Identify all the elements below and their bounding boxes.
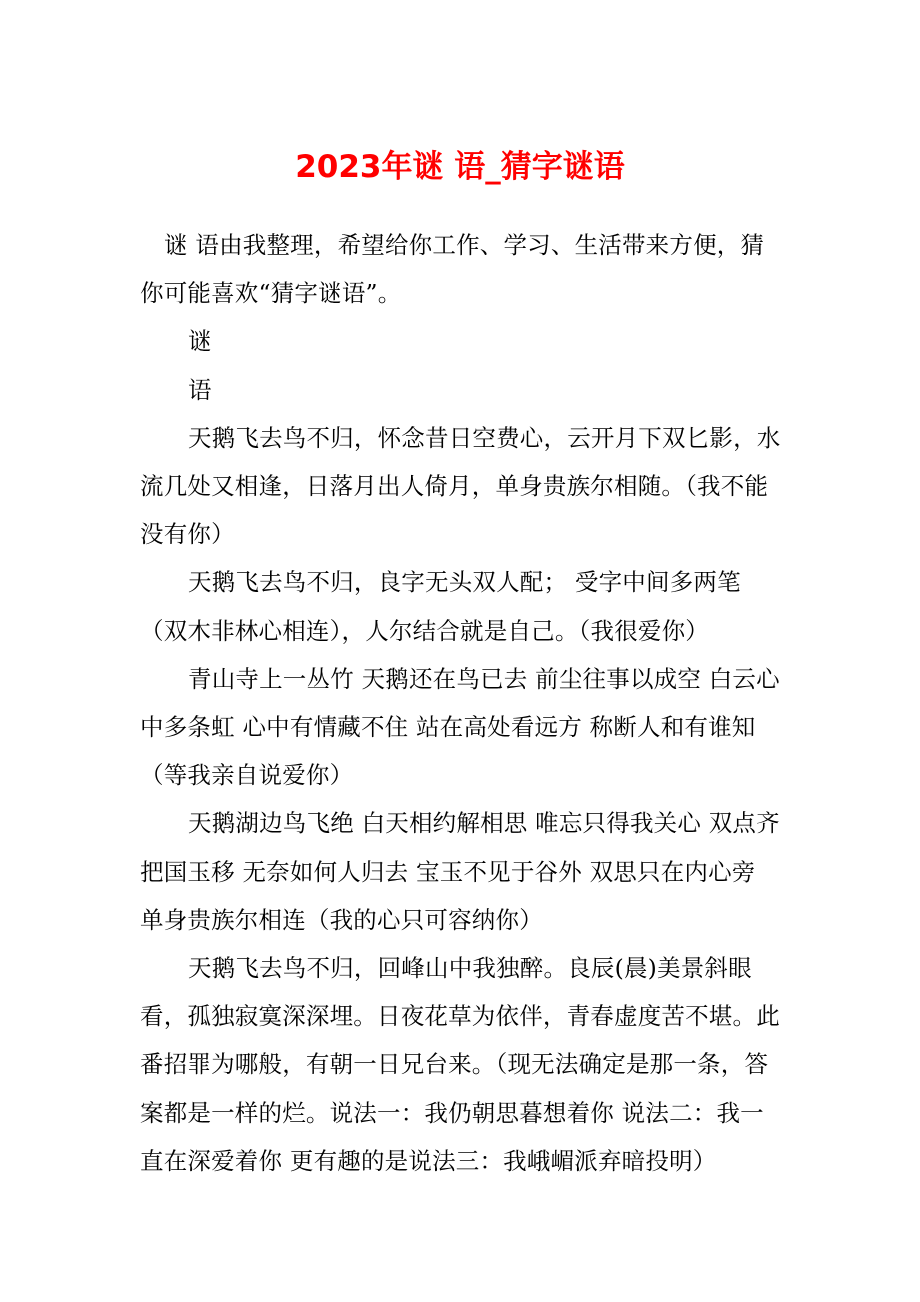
riddle-paragraph-4: 天鹅湖边鸟飞绝 白天相约解相思 唯忘只得我关心 双点齐把国玉移 无奈如何人归去 宝玉不见于谷外 双思只在内心旁 单身贵族尔相连（我的心只可容纳你） [140, 809, 780, 934]
riddle-paragraph-2: 天鹅飞去鸟不归，良字无头双人配； 受字中间多两笔（双木非林心相连），人尔结合就是自己。（我很爱你） [140, 568, 741, 645]
riddle-paragraph-3: 青山寺上一丛竹 天鹅还在鸟已去 前尘往事以成空 白云心中多条虹 心中有情藏不住 站在高处看远方 称断人和有谁知（等我亲自说爱你） [140, 664, 780, 790]
heading-line-2: 语 [188, 375, 212, 404]
heading-line-1: 谜 [188, 327, 212, 356]
riddle-paragraph-1: 天鹅飞去鸟不归，怀念昔日空费心，云开月下双匕影，水流几处又相逢，日落月出人倚月，单身贵族尔相随。（我不能没有你） [140, 423, 781, 549]
intro-paragraph: 谜 语由我整理，希望给你工作、学习、生活带来方便，猜你可能喜欢“猜字谜语”。 [140, 231, 765, 308]
document-body [140, 221, 785, 1185]
riddle-paragraph-5: 天鹅飞去鸟不归，回峰山中我独醉。良辰(晨)美景斜眼看，孤独寂寞深深埋。日夜花草为依伴，青春虚度苦不堪。此番招罪为哪般，有朝一日兄台来。（现无法确定是那一条，答案都是一样的烂。说法一：我仍朝思暮想着你 说法二：我一直在深爱着你 更有趣的是说法三：我峨嵋派弃暗投明） [140, 954, 780, 1175]
document-title: 2023年谜 语_猜字谜语 [295, 149, 625, 185]
